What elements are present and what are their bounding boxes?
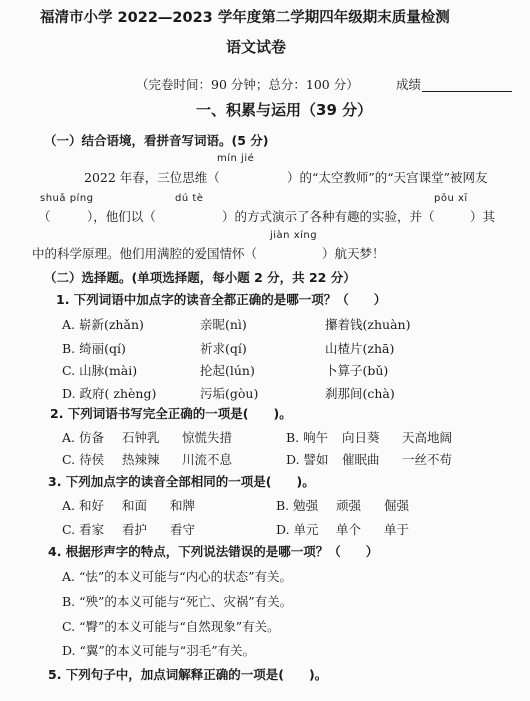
q2-a3: 惊慌失措	[182, 430, 233, 445]
pinyin-4: pōu xī	[434, 193, 468, 204]
q4-c[interactable]: C. “臀”的本义可能与“自然现象”有关。	[62, 619, 280, 634]
q2-c2: 热辣辣	[122, 452, 160, 467]
q1-c3: 卜算子(bǔ)	[325, 363, 389, 378]
q3-a2: 和面	[122, 498, 148, 513]
pinyin-3: shuǎ píng	[40, 193, 94, 204]
q2-d2: 催眠曲	[342, 452, 380, 467]
q4-a[interactable]: A. “怯”的本义可能与“内心的状态”有关。	[62, 569, 293, 584]
text-line3-b: ）航天梦！	[322, 246, 385, 261]
q1-b1[interactable]: B. 绮丽(qí)	[62, 341, 126, 356]
q2-c1[interactable]: C. 待侯	[62, 452, 105, 467]
part1-heading: （一）结合语境，看拼音写词语。(5 分)	[44, 133, 269, 148]
score-blank[interactable]	[422, 91, 512, 92]
score-label: 成绩	[396, 77, 422, 92]
pinyin-2: dú tè	[175, 193, 204, 204]
exam-info: （完卷时间：90 分钟；总分：100 分）	[136, 77, 359, 92]
q1-a1[interactable]: A. 崭新(zhǎn)	[62, 317, 144, 332]
school-title: 福清市小学 2022—2023 学年度第二学期四年级期末质量检测	[40, 10, 450, 26]
q1-d1[interactable]: D. 政府( zhèng)	[62, 386, 157, 401]
q1-d3: 刹那间(chà)	[325, 386, 395, 401]
text-line2-c: ）的方式演示了各种有趣的实验，并（	[222, 209, 435, 224]
section1-title: 一、积累与运用（39 分）	[196, 101, 373, 119]
q3-d1[interactable]: D. 单元	[276, 522, 319, 537]
q3-c2: 看护	[122, 522, 148, 537]
q1-c1[interactable]: C. 山脉(mài)	[62, 363, 138, 378]
q3-b2: 顽强	[336, 498, 362, 513]
q3-d2: 单个	[336, 522, 362, 537]
q2-b3: 天高地阔	[402, 430, 453, 445]
q3-a3: 和牌	[170, 498, 196, 513]
text-line2-d: ）其	[470, 209, 496, 224]
q4-stem: 4. 根据形声字的特点，下列说法错误的是哪一项？（ ）	[48, 544, 379, 559]
pinyin-1: mín jié	[217, 153, 255, 164]
q1-a2: 亲昵(nì)	[200, 317, 247, 332]
q2-a2: 石钟乳	[122, 430, 160, 445]
q4-b[interactable]: B. “殃”的本义可能与“死亡、灾祸”有关。	[62, 594, 293, 609]
text-line2-b: ），他们以（	[87, 209, 156, 224]
q2-b2: 向日葵	[342, 430, 380, 445]
q1-d2: 污垢(gòu)	[200, 386, 259, 401]
q2-stem: 2. 下列词语书写完全正确的一项是( )。	[50, 406, 292, 421]
q1-c2: 抡起(lún)	[200, 363, 255, 378]
text-line2-a: （	[38, 209, 51, 224]
q3-b3: 倔强	[384, 498, 410, 513]
q3-a1[interactable]: A. 和好	[62, 498, 104, 513]
q3-b1[interactable]: B. 勉强	[276, 498, 319, 513]
q2-a1[interactable]: A. 仿备	[62, 430, 104, 445]
q3-stem: 3. 下列加点字的读音全部相同的一项是( )。	[48, 474, 315, 489]
text-line1-b: ）的“太空教师”的“天宫课堂”被网友	[287, 170, 488, 185]
pinyin-5: jiàn xíng	[270, 230, 318, 241]
q4-d[interactable]: D. “翼”的本义可能与“羽毛”有关。	[62, 643, 256, 658]
q1-b2: 祈求(qí)	[200, 341, 247, 356]
part2-heading: （二）选择题。(单项选择题，每小题 2 分，共 22 分）	[44, 270, 356, 285]
q3-c3: 看守	[170, 522, 196, 537]
q3-c1[interactable]: C. 看家	[62, 522, 105, 537]
q2-c3: 川流不息	[182, 452, 233, 467]
q3-d3: 单于	[384, 522, 410, 537]
q2-d3: 一丝不苟	[402, 452, 453, 467]
q1-stem: 1. 下列词语中加点字的读音全都正确的是哪一项？（ ）	[56, 292, 387, 307]
text-line1-a: 2022 年春，三位思维（	[84, 170, 220, 185]
q5-stem: 5. 下列句子中，加点词解释正确的一项是( )。	[48, 667, 328, 682]
q1-b3: 山楂片(zhā)	[325, 341, 395, 356]
q2-b1[interactable]: B. 响午	[286, 430, 329, 445]
q2-d1[interactable]: D. 譬如	[286, 452, 329, 467]
text-line3-a: 中的科学原理。他们用满腔的爱国情怀（	[32, 246, 258, 261]
q1-a3: 攥着钱(zhuàn)	[325, 317, 411, 332]
paper-title: 语文试卷	[226, 38, 287, 56]
